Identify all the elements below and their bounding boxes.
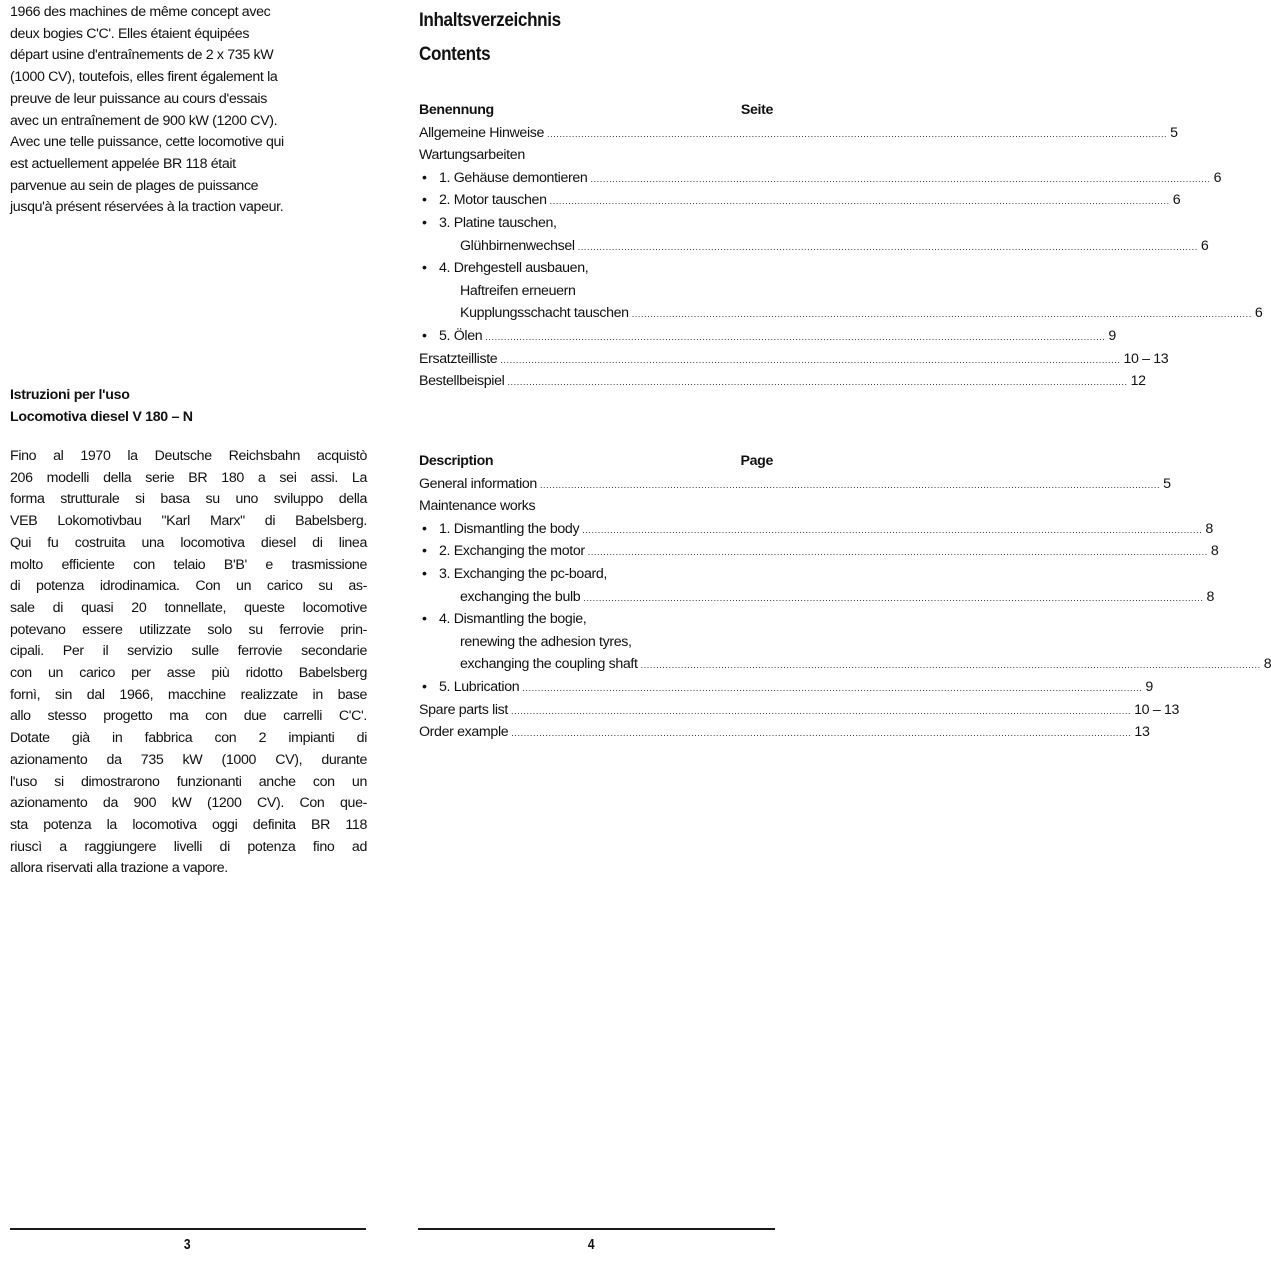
text-line: Avec une telle puissance, cette locomotive qui: [10, 134, 284, 151]
text-line: l'uso si dimostrarono funzionanti anche con un: [10, 773, 367, 790]
text-line: molto efficiente con telaio B'B' e trasmissione: [10, 556, 367, 573]
footer-divider-right: [418, 1228, 775, 1230]
toc-entry: [419, 144, 773, 167]
dot-leader: ........................................................................................................................................................................................................: [507, 377, 1128, 388]
dot-leader: ........................................................................................................................................................................................................: [549, 196, 1170, 207]
toc-entry-label: 1. Dismantling the body: [439, 520, 580, 537]
toc-entry-label: 3. Platine tauschen,: [439, 214, 557, 231]
dot-leader: ........................................................................................................................................................................................................: [485, 331, 1106, 342]
toc-entry-label: Allgemeine Hinweise: [419, 124, 545, 141]
toc-english-rows: [419, 473, 1271, 744]
toc-header-description: Description: [419, 453, 494, 469]
bullet-icon: •: [422, 327, 427, 344]
text-line: sta potenza la locomotiva oggi definita BR 118: [10, 816, 367, 833]
toc-entry-page: 6: [1200, 237, 1209, 254]
toc-entry-label: General information: [419, 475, 537, 492]
text-line: azionamento da 900 kW (1200 CV). Con que-: [10, 795, 367, 812]
toc-entry-label: Maintenance works: [419, 498, 536, 515]
italian-heading-line1: Istruzioni per l'uso: [10, 387, 130, 403]
text-line: azionamento da 735 kW (1000 CV), durante: [10, 751, 367, 768]
toc-entry-page: 8: [1206, 588, 1215, 605]
toc-entry: [419, 608, 773, 631]
toc-entry: [419, 257, 773, 280]
bullet-icon: •: [422, 169, 427, 186]
toc-entry-label: Bestellbeispiel: [419, 373, 505, 390]
toc-header-page: Seite: [740, 102, 773, 118]
dot-leader: ........................................................................................................................................................................................................: [539, 479, 1161, 490]
bullet-icon: •: [422, 543, 427, 560]
text-line: sale di quasi 20 tonnellate, queste locomotive: [10, 599, 367, 616]
page-number-left: 3: [183, 1236, 191, 1253]
toc-entry-page: 9: [1108, 327, 1116, 344]
page-number-right: 4: [587, 1236, 595, 1253]
toc-english: [419, 450, 1271, 744]
toc-entry-label: 2. Motor tauschen: [439, 192, 547, 209]
dot-leader: ........................................................................................................................................................................................................: [577, 241, 1198, 252]
text-line: allo stesso progetto ma con due carrelli C'C'.: [10, 708, 367, 725]
text-line: forma strutturale si basa su uno sviluppo della: [10, 491, 367, 508]
toc-entry: [419, 699, 1180, 722]
text-line: jusqu'à présent réservées à la traction vapeur.: [10, 199, 284, 216]
toc-entry-page: 9: [1145, 678, 1153, 695]
toc-entry: [419, 212, 773, 235]
toc-german-rows: [419, 122, 1263, 393]
italian-paragraph: [10, 446, 367, 880]
text-line: con un carico per asse più ridotto Babelsberg: [10, 665, 367, 682]
toc-entry: [419, 586, 1215, 609]
toc-entry: [419, 348, 1169, 371]
toc-entry: [419, 540, 1219, 563]
toc-entry-label: 5. Lubrication: [439, 678, 520, 695]
toc-entry-page: 6: [1172, 192, 1181, 209]
dot-leader: ........................................................................................................................................................................................................: [587, 547, 1208, 558]
text-line: fornì, sin dal 1966, macchine realizzate in base: [10, 686, 367, 703]
text-line: départ usine d'entraînements de 2 x 735 kW: [10, 47, 274, 64]
toc-entry-page: 8: [1210, 543, 1219, 560]
toc-entry: [419, 721, 1150, 744]
text-line: VEB Lokomotivbau "Karl Marx" di Babelsberg.: [10, 513, 367, 530]
text-line: Fino al 1970 la Deutsche Reichsbahn acquistò: [10, 448, 367, 464]
bullet-icon: •: [422, 192, 427, 209]
bullet-icon: •: [422, 520, 427, 537]
toc-entry: [419, 473, 1171, 496]
footer-divider-left: [10, 1228, 366, 1230]
toc-entry-label: Kupplungsschacht tauschen: [460, 305, 629, 322]
bullet-icon: •: [422, 260, 427, 277]
italian-section-heading: [10, 384, 367, 428]
text-line: allora riservati alla trazione a vapore.: [10, 860, 228, 877]
toc-title-german: Inhaltsverzeichnis: [419, 10, 561, 31]
toc-entry: [419, 325, 1116, 348]
toc-entry-page: 12: [1130, 373, 1146, 390]
toc-entry: [419, 653, 1271, 676]
toc-entry-label: Ersatzteilliste: [419, 350, 498, 367]
toc-entry-page: 10 – 13: [1134, 701, 1180, 718]
toc-entry: [419, 122, 1178, 145]
text-line: parvenue au sein de plages de puissance: [10, 177, 259, 194]
toc-entry-label: Wartungsarbeiten: [419, 147, 525, 164]
italian-heading-line2: Locomotiva diesel V 180 – N: [10, 409, 193, 425]
dot-leader: ........................................................................................................................................................................................................: [511, 705, 1132, 716]
dot-leader: ........................................................................................................................................................................................................: [522, 682, 1143, 693]
toc-entry-label: 5. Ölen: [439, 327, 483, 344]
toc-entry-label: 4. Dismantling the bogie,: [439, 611, 587, 628]
toc-entry-label: 4. Drehgestell ausbauen,: [439, 260, 589, 277]
text-line: potevano essere utilizzate solo su ferrovie prin-: [10, 621, 367, 638]
toc-entry-page: 10 – 13: [1123, 350, 1169, 367]
toc-entry-label: Order example: [419, 724, 509, 741]
dot-leader: ........................................................................................................................................................................................................: [547, 128, 1168, 139]
toc-entry-page: 13: [1134, 724, 1150, 741]
toc-entry-page: 5: [1170, 124, 1178, 141]
toc-english-header: [419, 450, 773, 473]
toc-entry-label: Spare parts list: [419, 701, 509, 718]
dot-leader: ........................................................................................................................................................................................................: [511, 728, 1132, 739]
toc-entry: [419, 302, 1263, 325]
toc-entry-page: 6: [1213, 169, 1222, 186]
toc-entry: [419, 495, 773, 518]
toc-header-page: Page: [740, 453, 773, 469]
toc-entry: [419, 189, 1181, 212]
french-paragraph: [10, 2, 367, 219]
text-line: riuscì a raggiungere livelli di potenza fino ad: [10, 838, 367, 855]
dot-leader: ........................................................................................................................................................................................................: [590, 173, 1211, 184]
toc-entry-label: 1. Gehäuse demontieren: [439, 169, 588, 186]
toc-entry: [419, 518, 1213, 541]
toc-entry: [419, 676, 1153, 699]
toc-entry-page: 8: [1263, 656, 1271, 673]
toc-entry-label: renewing the adhesion tyres,: [460, 633, 632, 650]
dot-leader: ........................................................................................................................................................................................................: [582, 524, 1203, 535]
dot-leader: ........................................................................................................................................................................................................: [583, 592, 1204, 603]
bullet-icon: •: [422, 611, 427, 628]
toc-entry-label: 2. Exchanging the motor: [439, 543, 585, 560]
dot-leader: ........................................................................................................................................................................................................: [640, 660, 1261, 671]
toc-entry: [419, 631, 773, 654]
toc-entry-page: 6: [1254, 305, 1263, 322]
text-line: Dotate già in fabbrica con 2 impianti di: [10, 730, 367, 747]
text-line: di potenza idrodinamica. Con un carico su as-: [10, 578, 367, 595]
dot-leader: ........................................................................................................................................................................................................: [631, 309, 1252, 320]
toc-entry: [419, 167, 1222, 190]
dot-leader: ........................................................................................................................................................................................................: [500, 354, 1121, 365]
text-line: preuve de leur puissance au cours d'essais: [10, 90, 267, 107]
toc-entry-label: Haftreifen erneuern: [460, 282, 576, 299]
bullet-icon: •: [422, 565, 427, 582]
text-line: Qui fu costruita una locomotiva diesel di linea: [10, 534, 367, 551]
toc-header-designation: Benennung: [419, 102, 494, 118]
toc-entry-label: exchanging the bulb: [460, 588, 581, 605]
toc-german-header: [419, 99, 773, 122]
toc-entry-label: exchanging the coupling shaft: [460, 656, 638, 673]
text-line: deux bogies C'C'. Elles étaient équipées: [10, 25, 250, 42]
toc-entry-page: 8: [1205, 520, 1213, 537]
text-line: avec un entraînement de 900 kW (1200 CV).: [10, 112, 278, 129]
bullet-icon: •: [422, 678, 427, 695]
toc-entry-label: 3. Exchanging the pc-board,: [439, 565, 608, 582]
toc-entry-page: 5: [1163, 475, 1171, 492]
bullet-icon: •: [422, 214, 427, 231]
toc-entry: [419, 370, 1146, 393]
toc-title-english: Contents: [419, 44, 491, 65]
text-line: 1966 des machines de même concept avec: [10, 4, 271, 20]
text-line: cipali. Per il servizio sulle ferrovie secondarie: [10, 643, 367, 660]
toc-german: [419, 99, 1263, 393]
toc-entry: [419, 235, 1209, 258]
text-line: est actuellement appelée BR 118 était: [10, 155, 236, 172]
text-line: (1000 CV), toutefois, elles firent également la: [10, 69, 278, 86]
text-line: 206 modelli della serie BR 180 a sei assi. La: [10, 469, 367, 486]
toc-entry: [419, 280, 773, 303]
toc-entry-label: Glühbirnenwechsel: [460, 237, 575, 254]
toc-entry: [419, 563, 773, 586]
